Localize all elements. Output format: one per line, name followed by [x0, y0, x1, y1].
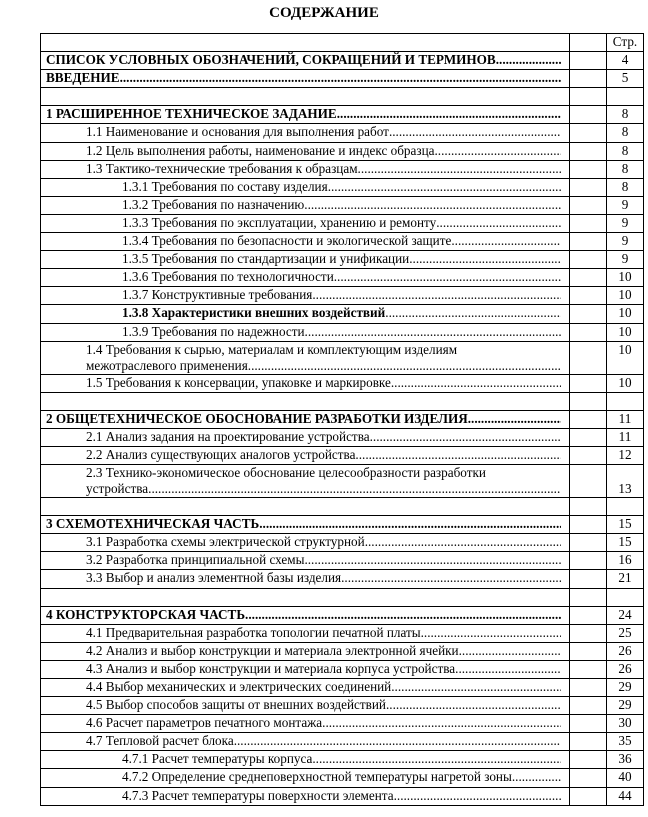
toc-entry-cell: [41, 70, 570, 88]
dot-leader: [370, 429, 561, 445]
toc-entry-cell: [41, 305, 570, 323]
toc-entry-title: 1.3.6 Требования по технологичности: [122, 269, 334, 285]
toc-entry-cell: [41, 660, 570, 678]
dot-leader: [436, 215, 561, 231]
toc-entry-title: 4.7.3 Расчет температуры поверхности элемента: [122, 787, 394, 803]
toc-entry-title-continued: межотраслевого применения: [86, 357, 248, 373]
toc-entry-link[interactable]: [41, 179, 569, 195]
dot-leader: [355, 447, 561, 463]
toc-entry-title: 4.7 Тепловой расчет блока: [86, 733, 234, 749]
toc-entry-cell: [41, 465, 570, 498]
toc-entry-cell: [41, 552, 570, 570]
dot-leader: [328, 179, 561, 195]
toc-header-row: [41, 34, 644, 52]
toc-row: [41, 251, 644, 269]
toc-entry-cell: [41, 697, 570, 715]
toc-blank-cell: [570, 465, 607, 498]
toc-entry-cell: [41, 392, 570, 410]
toc-page-number: 10: [607, 341, 644, 374]
toc-entry-link[interactable]: [41, 342, 569, 374]
toc-entry-link[interactable]: [41, 643, 569, 659]
toc-entry-title: 1 РАСШИРЕННОЕ ТЕХНИЧЕСКОЕ ЗАДАНИЕ: [46, 106, 337, 122]
toc-header-empty: [570, 34, 607, 52]
toc-entry-link[interactable]: [41, 411, 569, 427]
dot-leader: [389, 124, 561, 140]
toc-page-number: 15: [607, 516, 644, 534]
toc-row: [41, 374, 644, 392]
toc-entry-cell: [41, 142, 570, 160]
toc-page-number: 29: [607, 679, 644, 697]
toc-blank-cell: [570, 214, 607, 232]
toc-page-number: 8: [607, 142, 644, 160]
toc-entry-title: 1.3.4 Требования по безопасности и экологической защите: [122, 233, 452, 249]
toc-page-number: 40: [607, 769, 644, 787]
toc-entry-cell: [41, 642, 570, 660]
toc-entry-title: 2.3 Технико-экономическое обоснование целесообразности разработки: [86, 465, 486, 481]
toc-blank-cell: [570, 88, 607, 106]
toc-entry-cell: [41, 534, 570, 552]
toc-entry-link[interactable]: [41, 661, 569, 677]
toc-entry-cell: [41, 88, 570, 106]
toc-entry-link[interactable]: [41, 143, 569, 159]
toc-entry-title-continued: устройства: [86, 481, 149, 497]
toc-blank-cell: [570, 660, 607, 678]
toc-entry-cell: [41, 233, 570, 251]
toc-page-number: 30: [607, 715, 644, 733]
dot-leader: [455, 661, 561, 677]
toc-page-number: 10: [607, 323, 644, 341]
toc-blank-cell: [570, 196, 607, 214]
toc-entry-link[interactable]: [41, 197, 569, 213]
dot-leader: [337, 106, 561, 122]
toc-blank-cell: [570, 392, 607, 410]
toc-entry-cell: [41, 106, 570, 124]
page-title: СОДЕРЖАНИЕ: [269, 5, 379, 21]
toc-entry-link[interactable]: [41, 305, 569, 321]
dot-leader: [512, 769, 561, 785]
toc-spacer-row: [41, 498, 644, 516]
toc-entry-cell: [41, 679, 570, 697]
toc-entry-link[interactable]: [41, 233, 569, 249]
dot-leader: [459, 643, 561, 659]
toc-spacer-row: [41, 588, 644, 606]
dot-leader: [259, 516, 561, 532]
dot-leader: [435, 143, 562, 159]
toc-page-number: 10: [607, 287, 644, 305]
toc-entry-title: 3.1 Разработка схемы электрической структурной: [86, 534, 365, 550]
toc-row: [41, 679, 644, 697]
toc-page-number: 36: [607, 751, 644, 769]
toc-entry-cell: [41, 733, 570, 751]
toc-row: [41, 287, 644, 305]
toc-spacer-row: [41, 88, 644, 106]
toc-row: [41, 534, 644, 552]
toc-blank-cell: [570, 106, 607, 124]
toc-blank-cell: [570, 70, 607, 88]
toc-entry-title: 2.2 Анализ существующих аналогов устройства: [86, 446, 356, 462]
toc-entry-link[interactable]: [41, 697, 569, 713]
dot-leader: [305, 324, 561, 340]
toc-entry-cell: [41, 751, 570, 769]
toc-row: [41, 178, 644, 196]
toc-page-number: 4: [607, 52, 644, 70]
toc-entry-link[interactable]: [41, 465, 569, 497]
toc-entry-title: 1.3.2 Требования по назначению: [122, 196, 305, 212]
toc-row: [41, 142, 644, 160]
dot-leader: [386, 697, 561, 713]
toc-entry-cell: [41, 516, 570, 534]
toc-page-number: 11: [607, 410, 644, 428]
toc-entry-link[interactable]: [41, 106, 569, 122]
toc-row: [41, 323, 644, 341]
toc-blank-cell: [570, 570, 607, 588]
toc-blank-cell: [570, 679, 607, 697]
toc-entry-link[interactable]: [41, 733, 569, 749]
toc-row: [41, 642, 644, 660]
toc-page-number: 9: [607, 196, 644, 214]
toc-entry-link[interactable]: [41, 534, 569, 550]
toc-blank-cell: [570, 751, 607, 769]
toc-page-number: 8: [607, 106, 644, 124]
toc-blank-cell: [570, 715, 607, 733]
dot-leader: [394, 788, 561, 804]
toc-page-number: 35: [607, 733, 644, 751]
toc-entry-link[interactable]: [41, 516, 569, 532]
toc-row: [41, 751, 644, 769]
toc-entry-title: 4.3 Анализ и выбор конструкции и материала корпуса устройства: [86, 660, 456, 676]
toc-entry-cell: [41, 374, 570, 392]
dot-leader: [245, 607, 561, 623]
toc-entry-cell: [41, 251, 570, 269]
toc-entry-title: 1.3.1 Требования по составу изделия: [122, 178, 328, 194]
toc-entry-link[interactable]: [41, 769, 569, 785]
toc-blank-cell: [570, 787, 607, 805]
toc-entry-link[interactable]: [41, 429, 569, 445]
dot-leader: [468, 411, 561, 427]
dot-leader: [391, 375, 561, 391]
toc-entry-link[interactable]: [41, 324, 569, 340]
toc-blank-cell: [570, 287, 607, 305]
toc-spacer-row: [41, 392, 644, 410]
toc-page-number: 9: [607, 214, 644, 232]
toc-entry-title: 4.7.1 Расчет температуры корпуса: [122, 751, 313, 767]
toc-row: [41, 769, 644, 787]
toc-row: [41, 269, 644, 287]
toc-entry-title: 1.5 Требования к консервации, упаковке и маркировке: [86, 374, 391, 390]
toc-entry-title: 1.3.5 Требования по стандартизации и унификации: [122, 251, 410, 267]
toc-entry-title: 4.1 Предварительная разработка топологии печатной платы: [86, 624, 421, 640]
dot-leader: [248, 358, 561, 374]
toc-entry-title: 1.3.9 Требования по надежности: [122, 323, 305, 339]
toc-entry-cell: [41, 715, 570, 733]
toc-entry-link[interactable]: [41, 52, 569, 68]
toc-entry-title: 3.2 Разработка принципиальной схемы: [86, 552, 305, 568]
toc-entry-cell: [41, 52, 570, 70]
toc-entry-cell: [41, 428, 570, 446]
toc-entry-cell: [41, 323, 570, 341]
toc-entry-title: 4.2 Анализ и выбор конструкции и материала электронной ячейки: [86, 642, 459, 658]
toc-entry-title: 2 ОБЩЕТЕХНИЧЕСКОЕ ОБОСНОВАНИЕ РАЗРАБОТКИ ИЗДЕЛИЯ: [46, 410, 468, 426]
toc-page-number: 10: [607, 305, 644, 323]
dot-leader: [304, 552, 561, 568]
toc-entry-cell: [41, 588, 570, 606]
toc-blank-cell: [570, 642, 607, 660]
toc-row: [41, 196, 644, 214]
toc-blank-cell: [570, 178, 607, 196]
toc-entry-cell: [41, 196, 570, 214]
toc-entry-title: СПИСОК УСЛОВНЫХ ОБОЗНАЧЕНИЙ, СОКРАЩЕНИЙ И ТЕРМИНОВ: [46, 52, 496, 68]
toc-entry-cell: [41, 787, 570, 805]
toc-page-number: 26: [607, 642, 644, 660]
toc-blank-cell: [570, 410, 607, 428]
toc-page-number: 8: [607, 178, 644, 196]
toc-entry-title: 3 СХЕМОТЕХНИЧЕСКАЯ ЧАСТЬ: [46, 516, 260, 532]
toc-entry-cell: [41, 178, 570, 196]
toc-row: [41, 428, 644, 446]
toc-blank-cell: [570, 516, 607, 534]
toc-entry-title: 1.3.7 Конструктивные требования: [122, 287, 313, 303]
toc-row: [41, 787, 644, 805]
toc-entry-title: 4 КОНСТРУКТОРСКАЯ ЧАСТЬ: [46, 606, 246, 622]
toc-entry-cell: [41, 287, 570, 305]
toc-entry-link[interactable]: [41, 70, 569, 86]
toc-blank-cell: [570, 142, 607, 160]
toc-row: [41, 305, 644, 323]
toc-entry-link[interactable]: [41, 375, 569, 391]
toc-blank-cell: [570, 697, 607, 715]
toc-page-number: [607, 392, 644, 410]
toc-entry-title: 4.6 Расчет параметров печатного монтажа: [86, 715, 323, 731]
toc-page-number: 21: [607, 570, 644, 588]
toc-entry-link[interactable]: [41, 215, 569, 231]
toc-row: [41, 516, 644, 534]
toc-page-number: 8: [607, 124, 644, 142]
toc-blank-cell: [570, 769, 607, 787]
dot-leader: [421, 625, 561, 641]
toc-entry-link[interactable]: [41, 161, 569, 177]
toc-page-number: 16: [607, 552, 644, 570]
toc-page-number: 44: [607, 787, 644, 805]
dot-leader: [391, 679, 561, 695]
toc-entry-link[interactable]: [41, 607, 569, 623]
toc-row: [41, 715, 644, 733]
toc-blank-cell: [570, 124, 607, 142]
toc-row: [41, 570, 644, 588]
toc-entry-link[interactable]: [41, 251, 569, 267]
toc-entry-cell: [41, 570, 570, 588]
toc-entry-title: 1.3 Тактико-технические требования к образцам: [86, 160, 358, 176]
dot-leader: [496, 52, 561, 68]
toc-entry-cell: [41, 498, 570, 516]
toc-blank-cell: [570, 269, 607, 287]
toc-row: [41, 233, 644, 251]
dot-leader: [120, 70, 561, 86]
toc-row: [41, 214, 644, 232]
toc-entry-title: 4.4 Выбор механических и электрических соединений: [86, 679, 392, 694]
toc-page-number: 29: [607, 697, 644, 715]
dot-leader: [322, 715, 561, 731]
toc-row: [41, 70, 644, 88]
toc-entry-link[interactable]: [41, 552, 569, 568]
toc-row: [41, 465, 644, 498]
toc-page-number: 8: [607, 160, 644, 178]
toc-blank-cell: [570, 534, 607, 552]
toc-blank-cell: [570, 428, 607, 446]
toc-blank-cell: [570, 733, 607, 751]
dot-leader: [312, 287, 561, 303]
toc-blank-cell: [570, 323, 607, 341]
toc-page-number: 24: [607, 606, 644, 624]
dot-leader: [234, 733, 561, 749]
toc-entry-title: 1.3.8 Характеристики внешних воздействий: [122, 305, 386, 321]
toc-row: [41, 660, 644, 678]
toc-entry-link[interactable]: [41, 124, 569, 140]
toc-row: [41, 160, 644, 178]
toc-entry-link[interactable]: [41, 715, 569, 731]
toc-entry-title: 2.1 Анализ задания на проектирование устройства: [86, 428, 370, 444]
toc-blank-cell: [570, 305, 607, 323]
toc-entry-cell: [41, 124, 570, 142]
toc-entry-link[interactable]: [41, 287, 569, 303]
toc-row: [41, 446, 644, 464]
toc-entry-link[interactable]: [41, 751, 569, 767]
toc-page-number: 5: [607, 70, 644, 88]
toc-entry-title: 1.3.3 Требования по эксплуатации, хранению и ремонту: [122, 214, 437, 230]
dot-leader: [365, 534, 561, 550]
toc-entry-cell: [41, 606, 570, 624]
toc-row: [41, 341, 644, 374]
toc-blank-cell: [570, 251, 607, 269]
dot-leader: [409, 251, 561, 267]
toc-blank-cell: [570, 52, 607, 70]
toc-page-number: 9: [607, 251, 644, 269]
toc-entry-cell: [41, 214, 570, 232]
toc-entry-cell: [41, 446, 570, 464]
toc-row: [41, 106, 644, 124]
toc-blank-cell: [570, 374, 607, 392]
page-column-header: Стр.: [607, 34, 644, 52]
toc-page-number: 26: [607, 660, 644, 678]
dot-leader: [358, 161, 561, 177]
toc-page-number: 11: [607, 428, 644, 446]
toc-entry-title: ВВЕДЕНИЕ: [46, 70, 120, 86]
toc-table: [40, 33, 644, 806]
toc-entry-link[interactable]: [41, 447, 569, 463]
toc-row: [41, 606, 644, 624]
toc-page-number: 13: [607, 465, 644, 498]
toc-entry-cell: [41, 341, 570, 374]
toc-row: [41, 124, 644, 142]
dot-leader: [148, 481, 561, 497]
toc-entry-cell: [41, 410, 570, 428]
dot-leader: [312, 751, 561, 767]
toc-blank-cell: [570, 552, 607, 570]
toc-page-number: 9: [607, 233, 644, 251]
toc-entry-cell: [41, 624, 570, 642]
toc-entry-title: 4.7.2 Определение среднеповерхностной температуры нагретой зоны: [122, 769, 512, 785]
toc-blank-cell: [570, 606, 607, 624]
toc-blank-cell: [570, 498, 607, 516]
toc-row: [41, 624, 644, 642]
toc-entry-cell: [41, 269, 570, 287]
toc-page-number: 15: [607, 534, 644, 552]
toc-entry-cell: [41, 769, 570, 787]
toc-entry-title: 1.2 Цель выполнения работы, наименование и индекс образца: [86, 142, 435, 158]
toc-row: [41, 52, 644, 70]
toc-entry-link[interactable]: [41, 679, 569, 695]
toc-page-number: 10: [607, 269, 644, 287]
dot-leader: [385, 305, 561, 321]
toc-entry-link[interactable]: [41, 625, 569, 641]
toc-row: [41, 733, 644, 751]
toc-entry-title: 1.4 Требования к сырью, материалам и комплектующим изделиям: [86, 341, 458, 357]
toc-entry-cell: [41, 160, 570, 178]
toc-page-number: 25: [607, 624, 644, 642]
toc-row: [41, 697, 644, 715]
toc-row: [41, 552, 644, 570]
toc-page-number: 10: [607, 374, 644, 392]
toc-blank-cell: [570, 624, 607, 642]
toc-blank-cell: [570, 588, 607, 606]
toc-blank-cell: [570, 341, 607, 374]
toc-entry-link[interactable]: [41, 570, 569, 586]
toc-entry-title: 1.1 Наименование и основания для выполнения работ: [86, 124, 389, 140]
dot-leader: [451, 233, 561, 249]
dot-leader: [304, 197, 561, 213]
toc-entry-title: 4.5 Выбор способов защиты от внешних воздействий: [86, 697, 386, 713]
toc-entry-link[interactable]: [41, 788, 569, 804]
dot-leader: [334, 269, 561, 285]
toc-entry-link[interactable]: [41, 269, 569, 285]
toc-page-number: [607, 588, 644, 606]
toc-page-number: 12: [607, 446, 644, 464]
toc-page-number: [607, 498, 644, 516]
toc-blank-cell: [570, 160, 607, 178]
toc-header-empty: [41, 34, 570, 52]
toc-blank-cell: [570, 446, 607, 464]
toc-row: [41, 410, 644, 428]
dot-leader: [341, 570, 561, 586]
toc-entry-title: 3.3 Выбор и анализ элементной базы изделия: [86, 570, 342, 586]
toc-blank-cell: [570, 233, 607, 251]
toc-page-number: [607, 88, 644, 106]
